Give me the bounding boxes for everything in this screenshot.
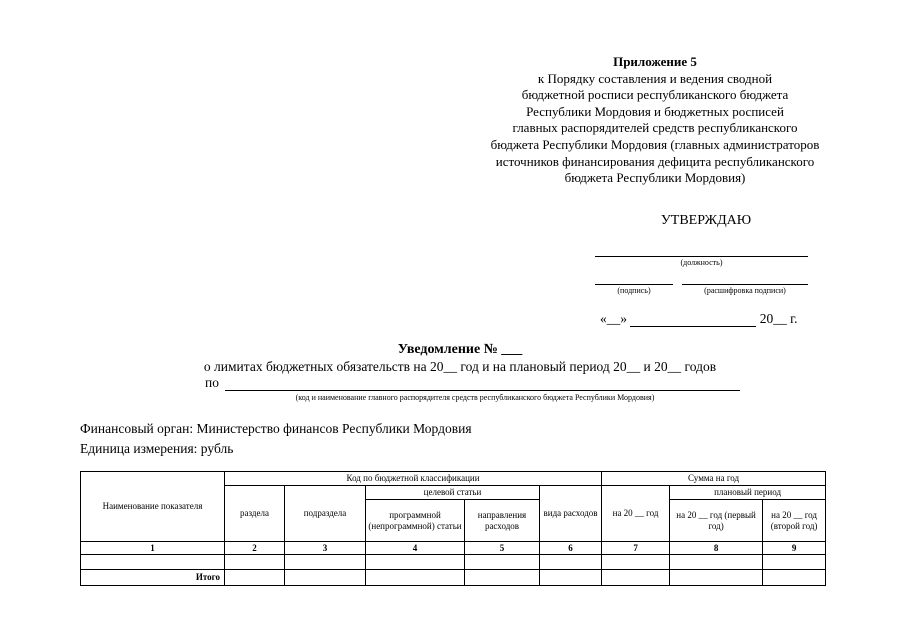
position-caption: (должность) <box>680 258 723 267</box>
table-cell <box>366 570 465 586</box>
header-program: программной (непрограммной) статьи <box>366 500 465 542</box>
table-cell <box>465 570 540 586</box>
appendix-line: к Порядку составления и ведения сводной <box>537 70 773 86</box>
column-number: 7 <box>602 542 670 555</box>
table-cell <box>465 555 540 570</box>
table-cell <box>602 570 670 586</box>
signature-line <box>595 284 673 285</box>
signature-caption: (подпись) <box>617 286 651 295</box>
total-row <box>81 570 826 586</box>
header-first-year: на 20 __ год (первый год) <box>670 500 763 542</box>
po-row <box>205 375 740 391</box>
appendix-line: бюджета Республики Мордовия) <box>564 170 746 186</box>
date-year: 20__ г. <box>759 311 798 326</box>
header-subsection: подраздела <box>285 486 366 542</box>
table-cell <box>540 555 602 570</box>
table-cell <box>225 570 285 586</box>
measurement-unit: Единица измерения: рубль <box>80 441 234 456</box>
column-number: 8 <box>670 542 763 555</box>
header-second-year: на 20 __ год (второй год) <box>763 500 826 542</box>
financial-body: Финансовый орган: Министерство финансов Республики Мордовия <box>80 421 472 436</box>
table-cell <box>366 555 465 570</box>
table-cell <box>602 555 670 570</box>
table-cell <box>285 570 366 586</box>
table-cell <box>285 555 366 570</box>
appendix-title: Приложение 5 <box>613 54 697 69</box>
appendix-line: Республики Мордовия и бюджетных росписей <box>526 103 784 119</box>
header-direction: направления расходов <box>465 500 540 542</box>
header-name: Наименование показателя <box>81 472 225 542</box>
table-cell <box>670 555 763 570</box>
table-cell <box>670 570 763 586</box>
notice-subtitle: о лимитах бюджетных обязательств на 20__ год и на плановый период 20__ и 20__ годов <box>203 359 717 374</box>
appendix-line: главных распорядителей средств республиканского <box>512 120 798 136</box>
appendix-line: источников финансирования дефицита республиканского <box>495 153 815 169</box>
table-cell <box>763 570 826 586</box>
date-month-blank <box>630 312 756 327</box>
date-day: «__» <box>600 311 627 326</box>
appendix-block <box>455 54 855 187</box>
header-sum-group: Сумма на год <box>602 472 826 486</box>
appendix-line: бюджета Республики Мордовия (главных администраторов <box>490 136 820 152</box>
decode-caption: (расшифровка подписи) <box>704 286 786 295</box>
header-section: раздела <box>225 486 285 542</box>
column-number: 1 <box>81 542 225 555</box>
column-number: 2 <box>225 542 285 555</box>
header-target-group: целевой статьи <box>366 486 540 500</box>
header-kind: вида расходов <box>540 486 602 542</box>
table-cell <box>81 555 225 570</box>
table-cell <box>763 555 826 570</box>
po-label: по <box>205 375 219 390</box>
budget-table <box>80 471 826 586</box>
total-label: Итого <box>81 570 225 586</box>
position-line <box>595 256 808 257</box>
column-number: 6 <box>540 542 602 555</box>
header-planned-group: плановый период <box>670 486 826 500</box>
header-current-year: на 20 __ год <box>602 486 670 542</box>
approval-title: УТВЕРЖДАЮ <box>660 213 752 228</box>
column-number: 5 <box>465 542 540 555</box>
column-number: 4 <box>366 542 465 555</box>
decode-line <box>682 284 808 285</box>
notice-title: Уведомление № ___ <box>397 342 523 357</box>
table-row <box>81 555 826 570</box>
po-blank-line <box>225 376 740 391</box>
column-number: 9 <box>763 542 826 555</box>
po-caption: (код и наименование главного распорядителя средств республиканского бюджета Республики Мордовия) <box>295 393 655 402</box>
appendix-line: бюджетной росписи республиканского бюджета <box>521 87 789 103</box>
table-cell <box>540 570 602 586</box>
approval-date <box>600 311 798 327</box>
table-cell <box>225 555 285 570</box>
column-number: 3 <box>285 542 366 555</box>
header-code-group: Код по бюджетной классификации <box>225 472 602 486</box>
